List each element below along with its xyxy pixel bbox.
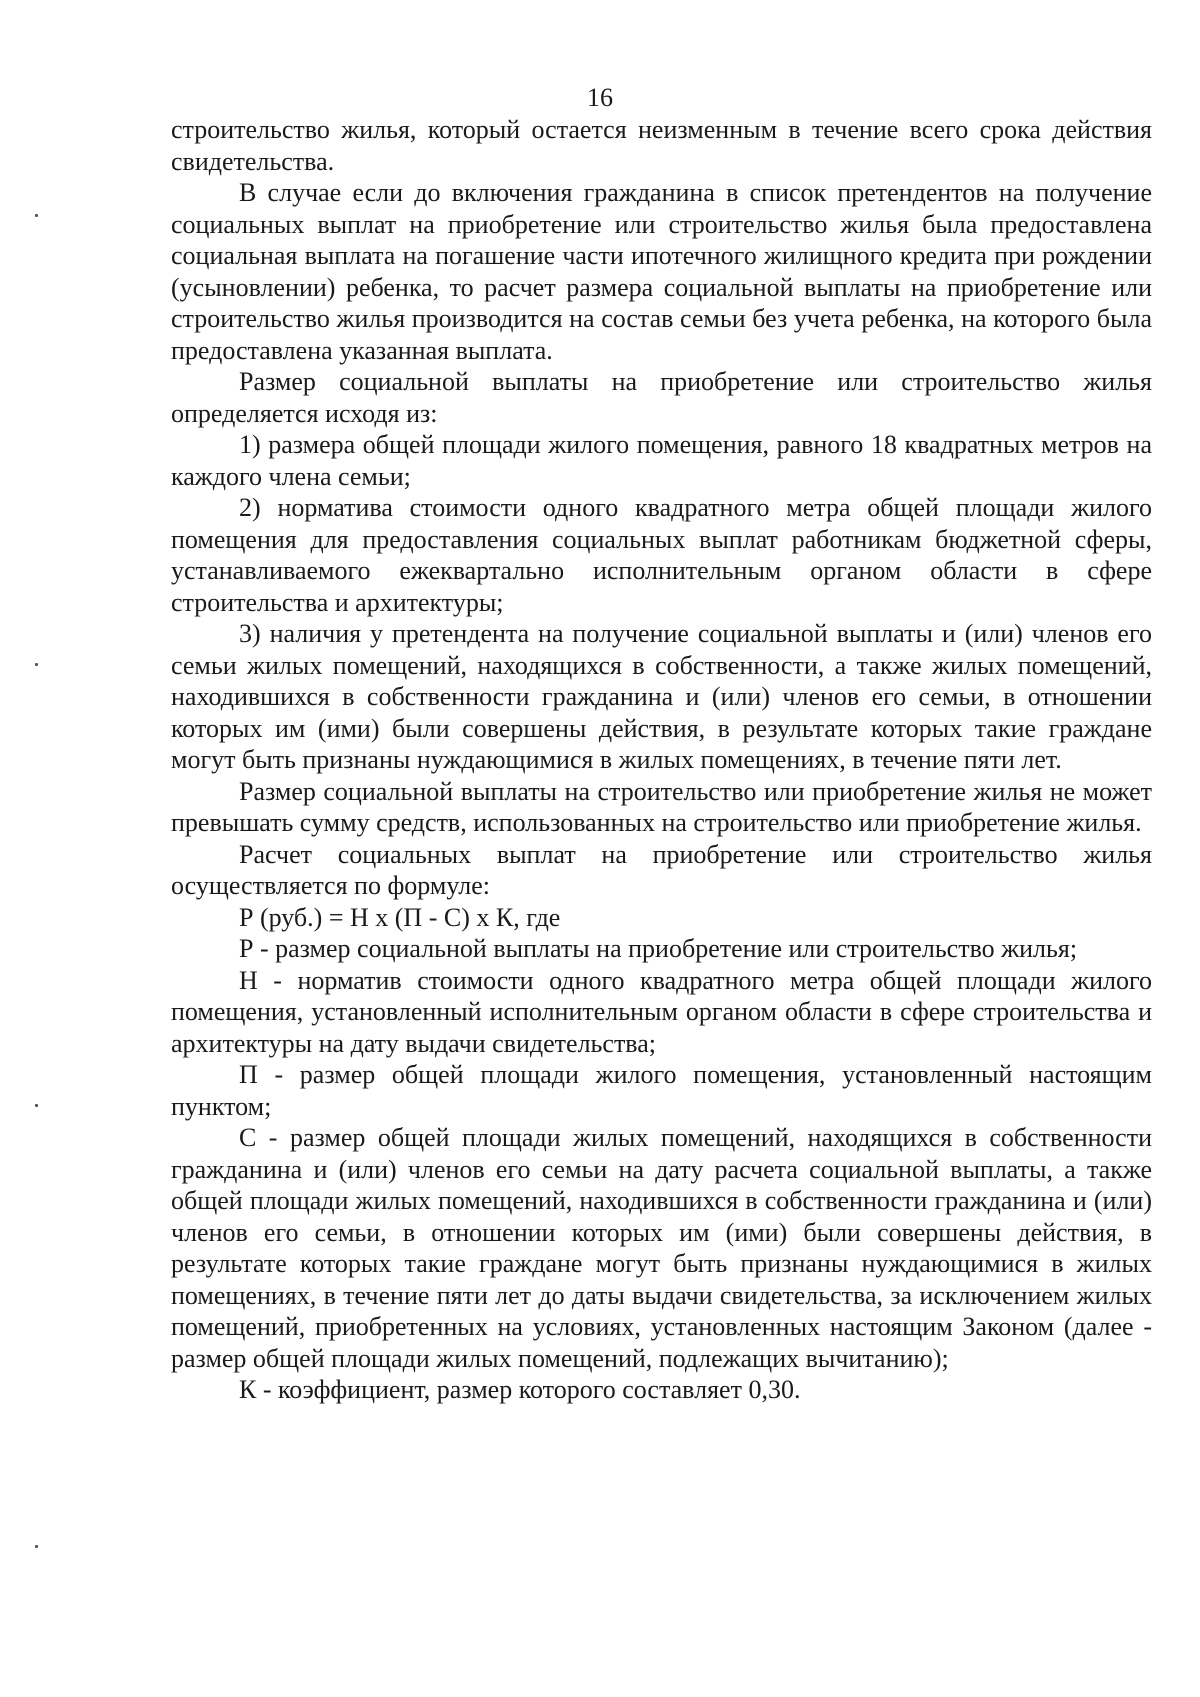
paragraph-child-deduction: В случае если до включения гражданина в список претендентов на получение социальных выплат на приобретение или строительство жилья была предоставлена социальная выплата на погашение части ипотечного жилищного кредита при рождении (усыновлении) ребенка, то расчет размера социальной выплаты на приобретение или строительство жилья производится на состав семьи без учета ребенка, на которого была предоставлена указанная выплата. — [171, 178, 1152, 365]
definition-k: К - коэффициент, размер которого составляет 0,30. — [239, 1375, 801, 1404]
definition-pi: П - размер общей площади жилого помещения, установленный настоящим пунктом; — [171, 1060, 1152, 1121]
document-body — [171, 114, 1152, 1406]
paragraph-limit: Размер социальной выплаты на строительство или приобретение жилья не может превышать сумму средств, использованных на строительство или приобретение жилья. — [171, 776, 1152, 837]
paragraph-continuation: строительство жилья, который остается неизменным в течение всего срока действия свидетельства. — [171, 115, 1152, 176]
paragraph-size-intro: Размер социальной выплаты на приобретение или строительство жилья определяется исходя из: — [171, 367, 1152, 428]
definition-p: Р - размер социальной выплаты на приобретение или строительство жилья; — [239, 934, 1078, 963]
paragraph-formula-intro: Расчет социальных выплат на приобретение или строительство жилья осуществляется по формуле: — [171, 839, 1152, 900]
definition-s: С - размер общей площади жилых помещений, находящихся в собственности гражданина и (или) членов его семьи на дату расчета социальной выплаты, а также общей площади жилых помещений, находившихся в собственности гражданина и (или) членов его семьи, в отношении которых им (ими) были совершены действия, в результате которых такие граждане могут быть признаны нуждающимися в жилых помещениях, в течение пяти лет до даты выдачи свидетельства, за исключением жилых помещений, приобретенных на условиях, установленных настоящим Законом (далее - размер общей площади жилых помещений, подлежащих вычитанию); — [171, 1123, 1152, 1373]
scan-mark — [35, 663, 38, 666]
list-item-1: 1) размера общей площади жилого помещения, равного 18 квадратных метров на каждого члена семьи; — [171, 430, 1152, 491]
scan-mark — [35, 214, 38, 217]
formula: Р (руб.) = Н х (П - С) х К, где — [239, 902, 561, 932]
definition-n: Н - норматив стоимости одного квадратного метра общей площади жилого помещения, установленный исполнительным органом области в сфере строительства и архитектуры на дату выдачи свидетельства; — [171, 965, 1152, 1058]
scan-mark — [35, 1104, 38, 1107]
page-number: 16 — [587, 83, 613, 112]
scan-mark — [35, 1545, 38, 1548]
list-item-3: 3) наличия у претендента на получение социальной выплаты и (или) членов его семьи жилых помещений, находящихся в собственности, а также жилых помещений, находившихся в собственности гражданина и (или) членов его семьи, в отношении которых им (ими) были совершены действия, в результате которых такие граждане могут быть признаны нуждающимися в жилых помещениях, в течение пяти лет. — [171, 619, 1152, 774]
list-item-2: 2) норматива стоимости одного квадратного метра общей площади жилого помещения для предоставления социальных выплат работникам бюджетной сферы, устанавливаемого ежеквартально исполнительным органом области в сфере строительства и архитектуры; — [171, 493, 1152, 617]
